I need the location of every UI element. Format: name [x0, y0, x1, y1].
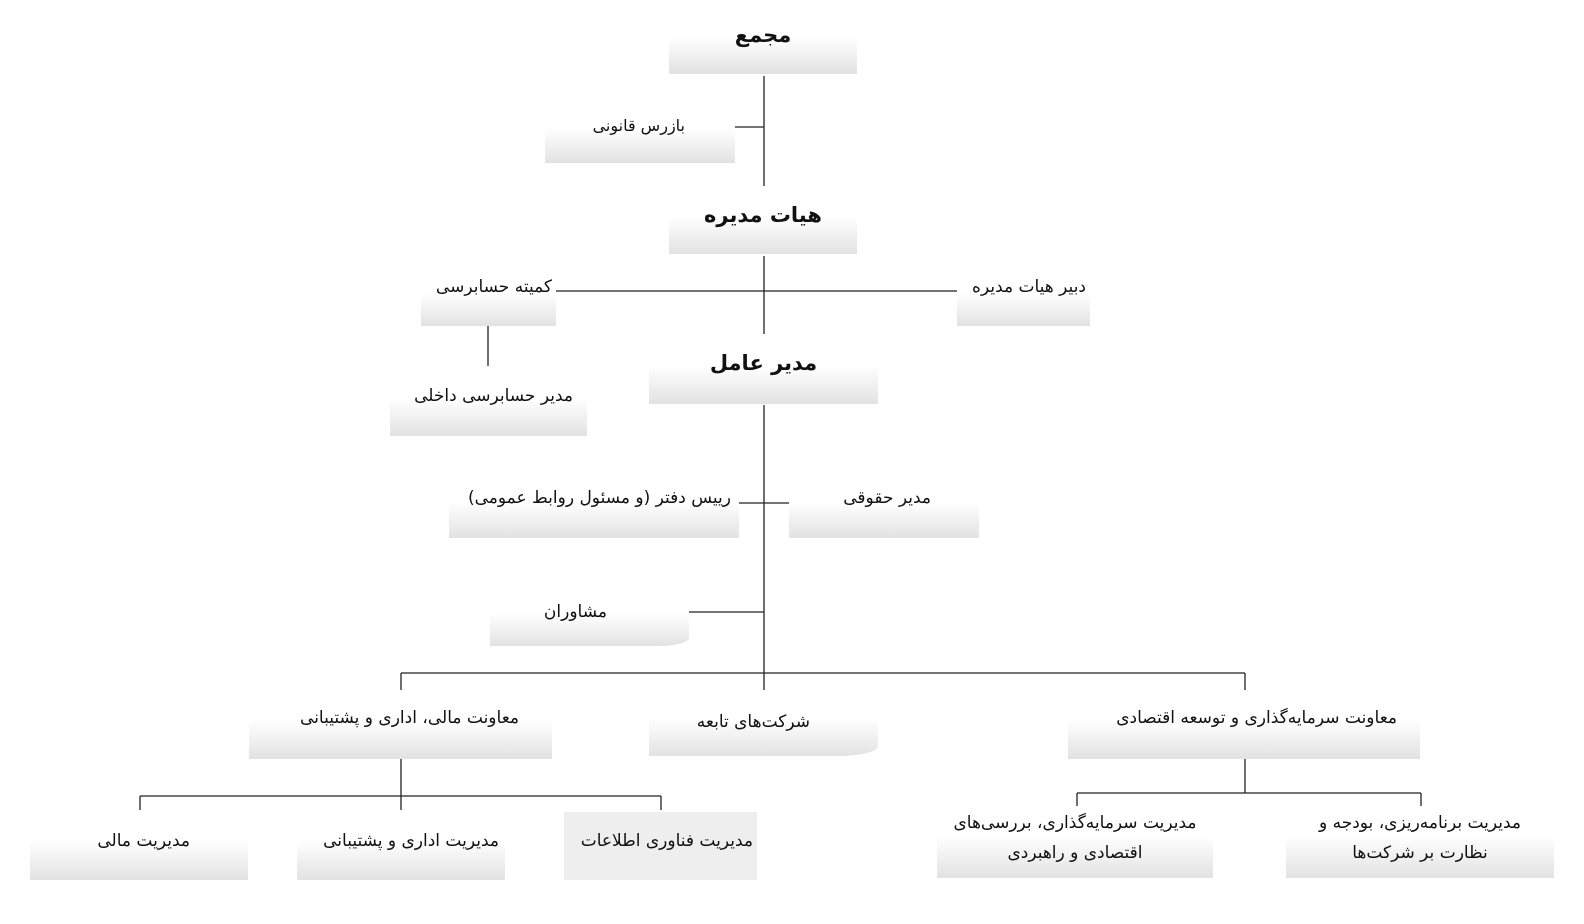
node-finance-manager: [30, 812, 248, 880]
node-audit-committee-label: کمیته حسابرسی: [435, 277, 552, 297]
node-ceo: [649, 338, 878, 404]
node-assembly-label: مجمع: [734, 23, 792, 47]
node-finance-admin-deputy: [249, 692, 552, 759]
node-audit-committee: [421, 270, 556, 326]
node-it-manager: [564, 812, 757, 880]
node-subsidiaries: [649, 692, 878, 756]
node-office-head: [449, 476, 739, 538]
node-ceo-label: مدیر عامل: [709, 351, 818, 375]
node-admin-support-manager: [297, 812, 505, 880]
node-board-secretary: [957, 270, 1090, 326]
node-subsidiaries-label: شرکت‌های تابعه: [696, 712, 810, 732]
node-legal-inspector: [545, 103, 735, 163]
node-finance-admin-deputy-label: معاونت مالی، اداری و پشتیبانی: [300, 708, 519, 728]
node-internal-audit-manager-label: مدیر حسابرسی داخلی: [414, 386, 573, 406]
node-internal-audit-manager: [390, 370, 587, 436]
node-legal-manager: [789, 476, 979, 538]
node-board-secretary-label: دبیر هیات مدیره: [972, 277, 1086, 297]
node-legal-manager-label: مدیر حقوقی: [843, 488, 931, 508]
node-advisors: [490, 590, 689, 646]
node-investment-deputy-label: معاونت سرمایه‌گذاری و توسعه اقتصادی: [1116, 708, 1397, 728]
node-board-of-directors-label: هیات مدیره: [704, 203, 822, 227]
node-legal-inspector-label: بازرس قانونی: [592, 116, 685, 135]
node-advisors-label: مشاوران: [543, 602, 607, 622]
node-investment-studies-manager: [937, 806, 1213, 878]
node-assembly: [669, 10, 857, 74]
node-board-of-directors: [669, 190, 857, 254]
node-investment-studies-manager-label: مدیریت سرمایه‌گذاری، بررسی‌های اقتصادی و راهبردی: [953, 813, 1197, 863]
node-it-manager-label: مدیریت فناوری اطلاعات: [580, 831, 753, 851]
node-finance-manager-label: مدیریت مالی: [97, 831, 190, 851]
node-office-head-label: رییس دفتر (و مسئول روابط عمومی): [467, 488, 731, 508]
node-planning-budget-manager: [1286, 806, 1554, 878]
node-admin-support-manager-label: مدیریت اداری و پشتیبانی: [323, 831, 499, 851]
node-investment-deputy: [1068, 692, 1420, 759]
node-planning-budget-manager-label: مدیریت برنامه‌ریزی، بودجه و نظارت بر شرکت‌ها: [1318, 813, 1522, 863]
